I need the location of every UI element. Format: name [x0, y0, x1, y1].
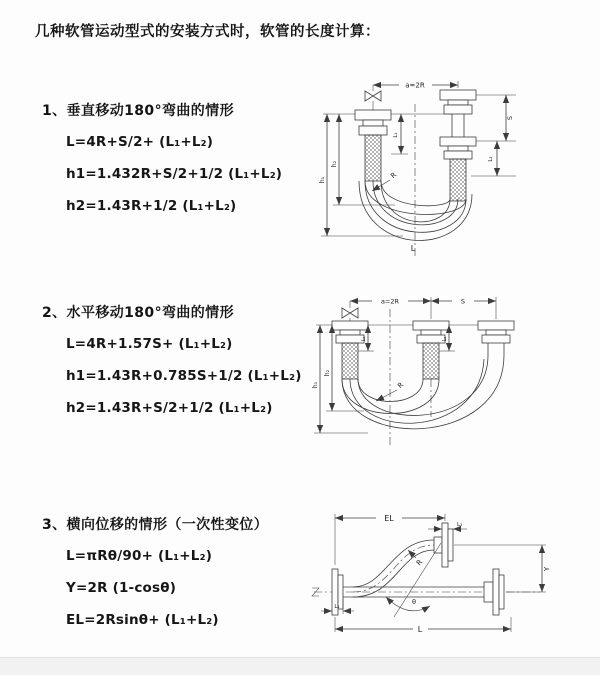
- braided-hose-left: [365, 135, 381, 181]
- formula-h2: h2=1.43R+S/2+1/2 (L₁+L₂): [66, 400, 273, 416]
- valve-icon: [342, 301, 358, 321]
- dim-label-l2: L₂: [442, 336, 448, 342]
- diagram-vertical-180-bend: [313, 64, 595, 264]
- formula-h1: h1=1.432R+S/2+1/2 (L₁+L₂): [66, 166, 283, 182]
- diagram-3-linework: [312, 514, 546, 632]
- dim-label-a2r: a=2R: [380, 297, 400, 306]
- diagram-1-labels: [319, 82, 514, 254]
- diagram-2-linework: [314, 297, 514, 445]
- dim-label-l2: L₂: [457, 522, 463, 528]
- hose-s-curve: [353, 540, 434, 597]
- dim-label-h1: h₁: [319, 176, 326, 184]
- diagram-1-linework: [321, 81, 516, 256]
- formula-h2: h2=1.43R+1/2 (L₁+L₂): [66, 198, 237, 214]
- dim-label-l1: L₁: [334, 604, 340, 610]
- diagram-lateral-displacement: [308, 503, 598, 645]
- dim-label-r: R: [414, 558, 425, 568]
- formula-Y: Y=2R (1-cosθ): [66, 580, 177, 596]
- formula-L: L=πRθ/90+ (L₁+L₂): [66, 548, 213, 564]
- dim-label-h2: h₂: [331, 160, 338, 168]
- flange-fitting-left: [355, 110, 391, 135]
- dim-label-h2: h₂: [324, 369, 331, 377]
- diagram-2-labels: [312, 298, 465, 391]
- dim-label-l1: L₁: [361, 336, 367, 342]
- braided-hose-middle: [423, 343, 439, 379]
- formula-L: L=4R+1.57S+ (L₁+L₂): [66, 336, 233, 352]
- dim-label-l: L: [417, 625, 423, 634]
- dim-label-r: R: [389, 170, 399, 181]
- page-bottom-margin: [0, 657, 600, 675]
- dim-label-l2: L₂: [488, 156, 494, 162]
- dim-label-r: R: [396, 380, 406, 391]
- dim-label-h1: h₁: [312, 381, 319, 389]
- section-vertical-180-bend: [42, 100, 317, 230]
- section-lateral-displacement: [42, 514, 317, 644]
- flange-fitting-right: [478, 321, 514, 355]
- section-2-heading: 2、水平移动180°弯曲的情形: [42, 305, 234, 321]
- flange-fitting-right-lower: [484, 569, 504, 615]
- valve-icon: [365, 85, 381, 110]
- section-3-heading: 3、横向位移的情形（一次性变位）: [42, 517, 269, 533]
- dim-label-l1: L₁: [393, 132, 399, 138]
- dim-label-el: EL: [384, 514, 394, 523]
- dim-label-y: Y: [543, 566, 551, 572]
- braided-hose-left: [342, 343, 358, 379]
- section-1-heading: 1、垂直移动180°弯曲的情形: [42, 103, 234, 119]
- dim-label-theta: θ: [412, 598, 416, 606]
- dim-label-l: L: [410, 244, 416, 253]
- formula-L: L=4R+S/2+ (L₁+L₂): [66, 134, 214, 150]
- dim-label-s: S: [506, 115, 514, 121]
- formula-h1: h1=1.43R+0.785S+1/2 (L₁+L₂): [66, 368, 302, 384]
- section-horizontal-180-bend: [42, 302, 317, 432]
- flange-fitting-right-upper: [434, 523, 453, 567]
- diagram-horizontal-180-bend: [308, 283, 598, 455]
- formula-EL: EL=2Rsinθ+ (L₁+L₂): [66, 612, 219, 628]
- dim-label-a2r: a=2R: [405, 81, 425, 90]
- flange-fitting-right: [440, 90, 476, 159]
- braided-hose-right: [450, 159, 466, 201]
- page-title: 几种软管运动型式的安装方式时，软管的长度计算：: [35, 24, 380, 40]
- dim-label-s: S: [460, 297, 466, 306]
